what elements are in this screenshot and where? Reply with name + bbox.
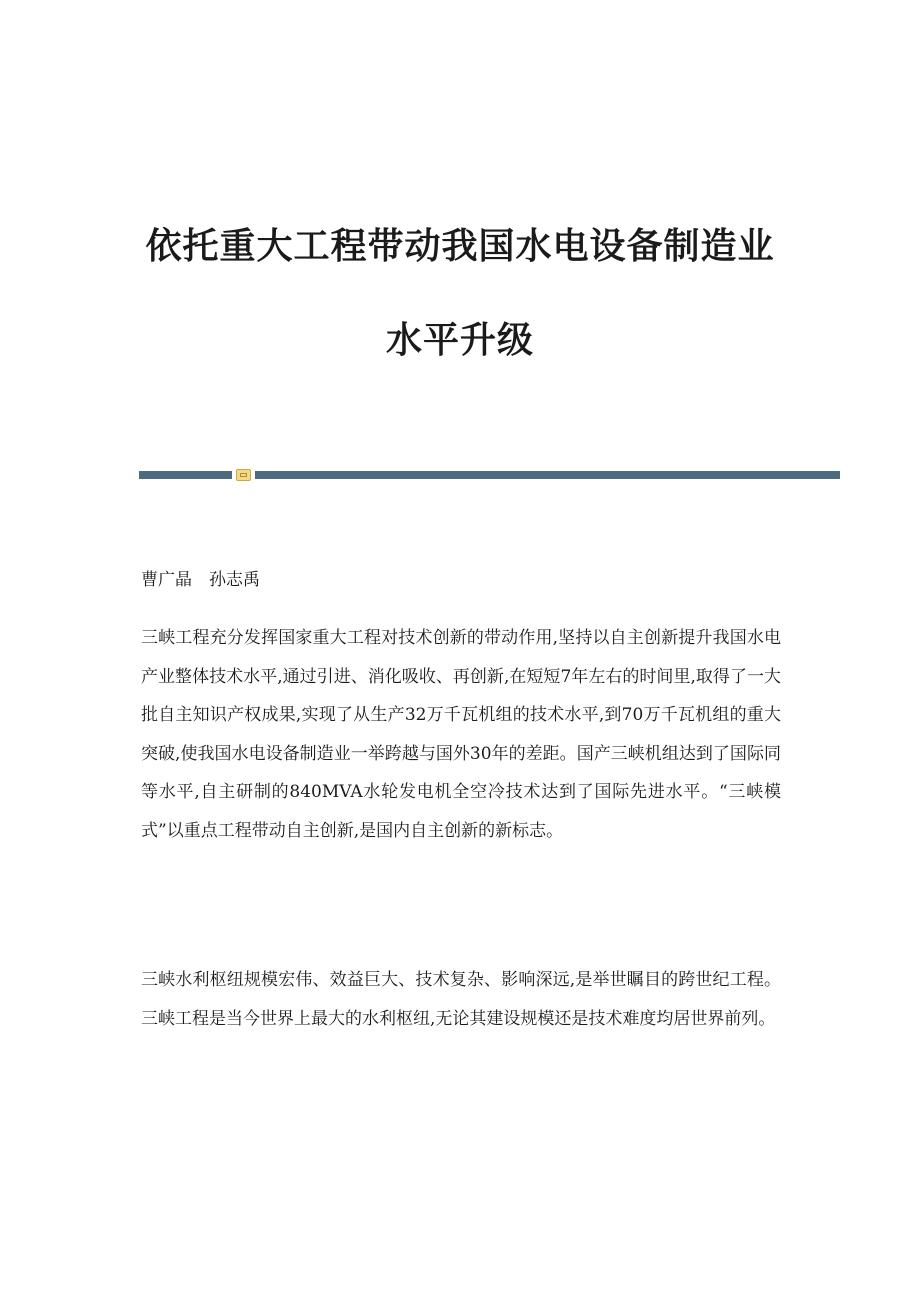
paragraph-2: 三峡水利枢纽规模宏伟、效益巨大、技术复杂、影响深远,是举世瞩目的跨世纪工程。三峡工程是当今世界上最大的水利枢纽,无论其建设规模还是技术难度均居世界前列。 (141, 970, 781, 1029)
divider-bar-left (139, 471, 232, 479)
title-divider (139, 469, 840, 481)
divider-bar-right (255, 471, 840, 479)
divider-ornament-icon (236, 469, 251, 481)
paragraph-1: 三峡工程充分发挥国家重大工程对技术创新的带动作用,坚持以自主创新提升我国水电产业整体技术水平,通过引进、消化吸收、再创新,在短短7年左右的时间里,取得了一大批自主知识产权成果,实现了从生产32万千瓦机组的技术水平,到70万千瓦机组的重大突破,使我国水电设备制造业一举跨越与国外30年的差距。国产三峡机组达到了国际同等水平,自主研制的840MVA水轮发电机全空冷技术达到了国际先进水平。“三峡模式”以重点工程带动自主创新,是国内自主创新的新标志。 (141, 628, 781, 841)
document-title-line-2: 水平升级 (385, 320, 534, 361)
authors-line: 曹广晶 孙志禹 (141, 570, 260, 590)
document-title-line-1: 依托重大工程带动我国水电设备制造业 (145, 226, 775, 267)
